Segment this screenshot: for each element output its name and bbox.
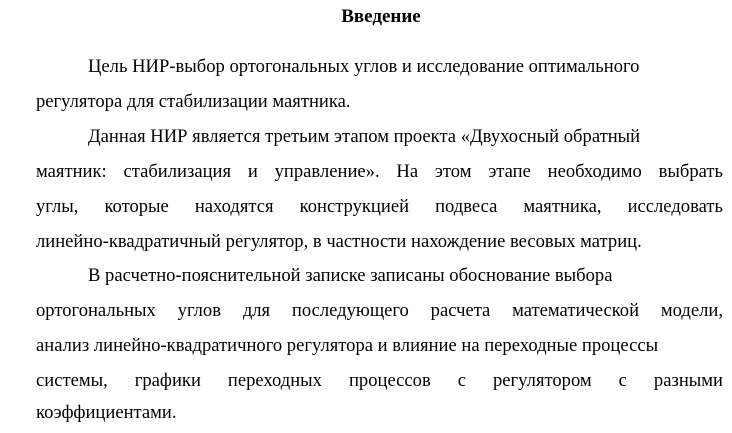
paragraph-1-line-2: регулятора для стабилизации маятника. [36,91,351,112]
paragraph-3-line-5: коэффициентами. [36,402,177,423]
page-title: Введение [341,6,421,27]
paragraph-3-line-2: ортогональных углов для последующего расчета математической модели, [36,300,723,321]
paragraph-1-line-1: Цель НИР-выбор ортогональных углов и исследование оптимального [88,56,640,77]
paragraph-2-line-4: линейно-квадратичный регулятор, в частности нахождение весовых матриц. [36,231,642,252]
paragraph-3-line-3: анализ линейно-квадратичного регулятора и влияние на переходные процессы [36,335,659,356]
paragraph-3-line-1: В расчетно-пояснительной записке записаны обоснование выбора [88,265,613,286]
paragraph-2-line-3: углы, которые находятся конструкцией подвеса маятника, исследовать [36,196,723,217]
paragraph-2-line-1: Данная НИР является третьим этапом проекта «Двухосный обратный [88,126,641,147]
paragraph-2-line-2: маятник: стабилизация и управление». На этом этапе необходимо выбрать [36,161,723,182]
paragraph-3-line-4: системы, графики переходных процессов с регулятором с разными [36,370,723,391]
